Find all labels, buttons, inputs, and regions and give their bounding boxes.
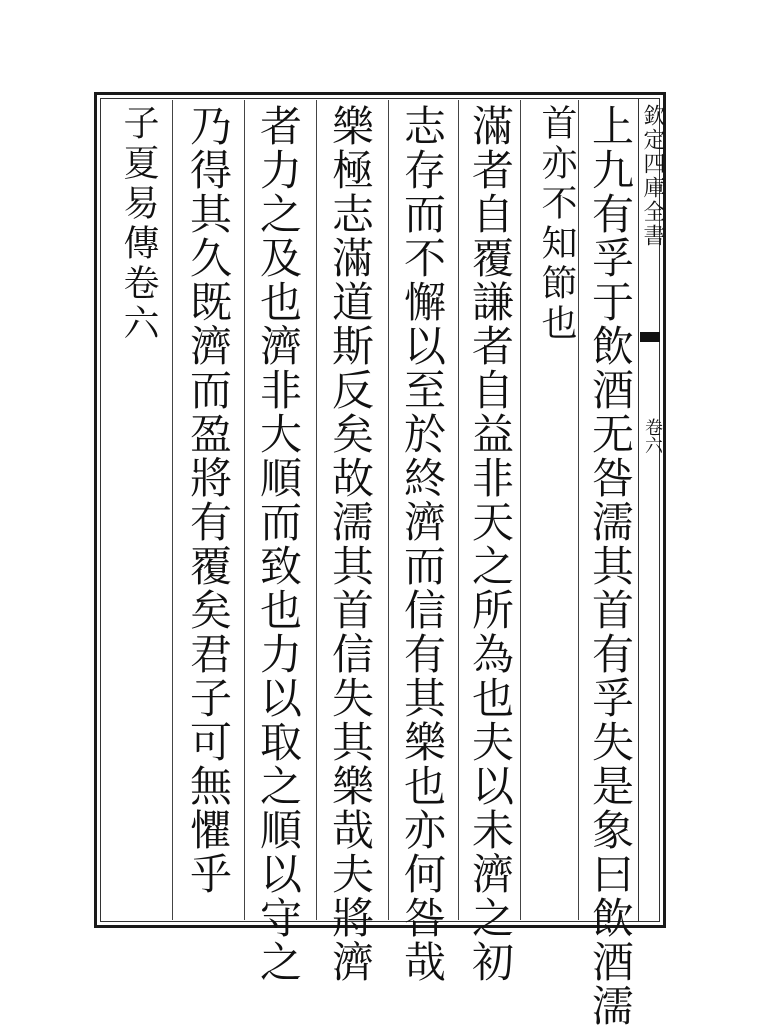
margin-volume-label: 卷六 [642, 418, 663, 454]
text-column-6: 者力之及也濟非大順而致也力以取之順以守之 [254, 104, 303, 984]
text-column-3: 滿者自覆謙者自益非天之所為也夫以未濟之初 [466, 104, 515, 984]
margin-book-title: 欽定四庫全書 [640, 104, 665, 248]
column-rule [520, 100, 521, 920]
column-rule [172, 100, 173, 920]
text-column-2: 首亦不知節也 [536, 104, 577, 344]
text-column-4: 志存而不懈以至於終濟而信有其樂也亦何咎哉 [398, 104, 447, 984]
text-column-5: 樂極志滿道斯反矣故濡其首信失其樂哉夫將濟 [326, 104, 375, 984]
text-column-8: 子夏易傳卷六 [118, 104, 159, 344]
text-column-1: 上九有孚于飲酒无咎濡其首有孚失是象曰飲酒濡 [586, 104, 635, 1028]
column-rule [458, 100, 459, 920]
column-rule [388, 100, 389, 920]
column-rule [316, 100, 317, 920]
column-rule [244, 100, 245, 920]
margin-fishtail-mark [640, 332, 660, 342]
text-column-7: 乃得其久既濟而盈將有覆矣君子可無懼乎 [184, 104, 233, 896]
